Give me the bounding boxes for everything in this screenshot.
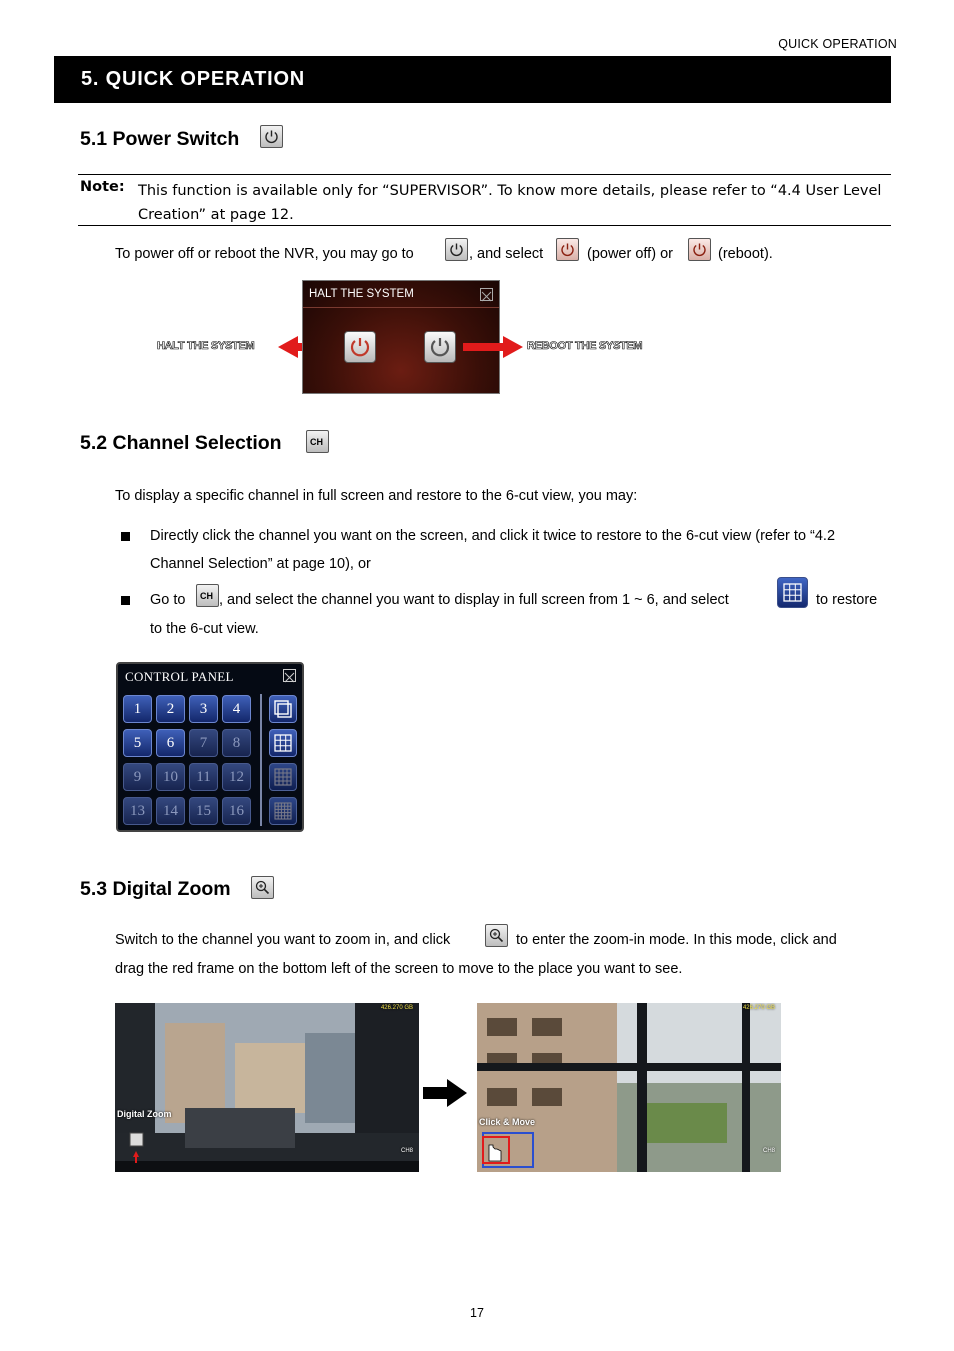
zoom-in-icon [251,876,274,899]
right-arrow-icon [463,336,523,358]
power-icon [260,125,283,148]
page-number: 17 [470,1306,484,1320]
note-bottom-rule [78,225,891,226]
zoom-instruction-part1: Switch to the channel you want to zoom in, and click [115,932,451,948]
bullet1-line1: Directly click the channel you want on the screen, and click it twice to restore to the 6-cut view (refer to “4.2 [150,528,836,544]
right-arrow-icon [423,1079,469,1107]
bullet1-line2: Channel Selection” at page 10), or [150,556,371,572]
control-panel-title: CONTROL PANEL [125,669,234,684]
channel-button-6: 6 [156,729,185,757]
channel-button-1: 1 [123,695,152,723]
control-panel-screenshot [116,662,304,832]
close-icon [480,288,493,301]
channel-tag: CH8 [400,1148,413,1154]
bullet [121,596,130,605]
note-text: This function is available only for “SUPERVISOR”. To know more details, please refer to “4.4 User Level Creation” at page 12. [138,183,882,223]
halt-system-callout: HALT THE SYSTEM [157,340,255,352]
single-view-icon [269,695,297,723]
channel-button-4: 4 [222,695,251,723]
channel-button-9: 9 [123,763,152,791]
channel-button-16: 16 [222,797,251,825]
channel-button-15: 15 [189,797,218,825]
close-icon [283,669,296,682]
channel-button-7: 7 [189,729,218,757]
power-instruction-part2: , and select [469,246,544,262]
grid-16cut-icon [269,797,297,825]
bullet2-part1: Go to [150,592,186,608]
note-label: Note: [80,179,125,195]
digital-zoom-label: Digital Zoom [117,1109,172,1119]
zoom-instruction-part2: to enter the zoom-in mode. In this mode, click and [516,932,837,948]
zoom-instruction-line2: drag the red frame on the bottom left of the screen to move to the place you want to see. [115,961,683,977]
bullet2-line2: to the 6-cut view. [150,621,259,637]
channel-button-10: 10 [156,763,185,791]
bullet2-part2: , and select the channel you want to display in full screen from 1 ~ 6, and select [219,592,729,608]
section-heading-power-switch: 5.1 Power Switch [80,128,240,150]
reboot-system-callout: REBOOT THE SYSTEM [527,340,643,352]
power-instruction-part4: (reboot). [718,246,773,262]
grid-6cut-icon [777,577,808,608]
channel-tag: CH8 [762,1148,775,1154]
hdd-capacity-readout: 426.270 GB [742,1005,775,1011]
chapter-title: 5. QUICK OPERATION [81,68,306,90]
channel-button-8: 8 [222,729,251,757]
channel-button-14: 14 [156,797,185,825]
panel-divider [260,694,262,826]
digital-zoom-screenshot [115,1003,419,1172]
halt-button [344,331,376,363]
grid-6cut-icon [269,729,297,757]
channel-icon: CH [306,430,329,453]
power-off-icon [556,238,579,261]
channel-icon: CH [196,584,219,607]
channel-button-2: 2 [156,695,185,723]
section-heading-digital-zoom: 5.3 Digital Zoom [80,878,231,900]
channel-button-13: 13 [123,797,152,825]
channel-button-3: 3 [189,695,218,723]
bullet [121,532,130,541]
chapter-title-bar [54,56,891,103]
zoomed-view-screenshot [477,1003,781,1172]
channel-button-5: 5 [123,729,152,757]
running-head: QUICK OPERATION [778,37,897,51]
grid-9cut-icon [269,763,297,791]
halt-dialog-title: HALT THE SYSTEM [309,288,414,300]
power-icon [445,238,468,261]
channel-button-11: 11 [189,763,218,791]
reboot-icon [688,238,711,261]
divider [303,307,499,308]
reboot-button [424,331,456,363]
zoom-in-icon [485,924,508,947]
note-top-rule [78,174,891,175]
power-instruction-part3: (power off) or [587,246,673,262]
section-heading-channel-selection: 5.2 Channel Selection [80,432,282,454]
power-instruction-part1: To power off or reboot the NVR, you may go to [115,246,414,262]
hdd-capacity-readout: 426.270 GB [380,1005,413,1011]
channel-intro: To display a specific channel in full screen and restore to the 6-cut view, you may: [115,488,638,504]
click-move-label: Click & Move [479,1117,536,1127]
bullet2-part3: to restore [816,592,878,608]
channel-button-12: 12 [222,763,251,791]
